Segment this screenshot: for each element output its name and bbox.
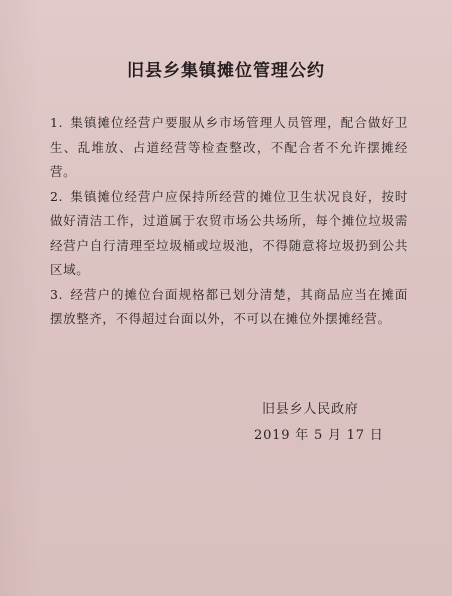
clause-3-number: 3. <box>50 286 64 302</box>
signature-block <box>254 397 384 449</box>
notice-title: 旧县乡集镇摊位管理公约 <box>127 61 325 81</box>
clause-1-text: 集镇摊位经营户要服从乡市场管理人员管理，配合做好卫生、乱堆放、占道经营等检查整改，不配合者不允许摆摊经营。 <box>50 115 408 179</box>
clause-2 <box>50 185 408 283</box>
clause-2-number: 2. <box>50 188 64 204</box>
clause-1-number: 1. <box>50 115 64 130</box>
issuer-name: 旧县乡人民政府 <box>262 402 359 417</box>
clause-1 <box>50 111 408 185</box>
clause-3-text: 经营户的摊位台面规格都已划分清楚，其商品应当在摊面摆放整齐，不得超过台面以外，不可以在摊位外摆摊经营。 <box>50 286 408 326</box>
clause-3 <box>50 283 408 332</box>
issue-date: 2019 年 5 月 17 日 <box>254 428 384 443</box>
clause-2-text: 集镇摊位经营户应保持所经营的摊位卫生状况良好，按时做好清洁工作，过道属于农贸市场公共场所，每个摊位垃圾需经营户自行清理至垃圾桶或垃圾池，不得随意将垃圾扔到公共区域。 <box>50 188 408 277</box>
clause-list <box>50 111 408 332</box>
paper-shadow <box>0 0 40 596</box>
